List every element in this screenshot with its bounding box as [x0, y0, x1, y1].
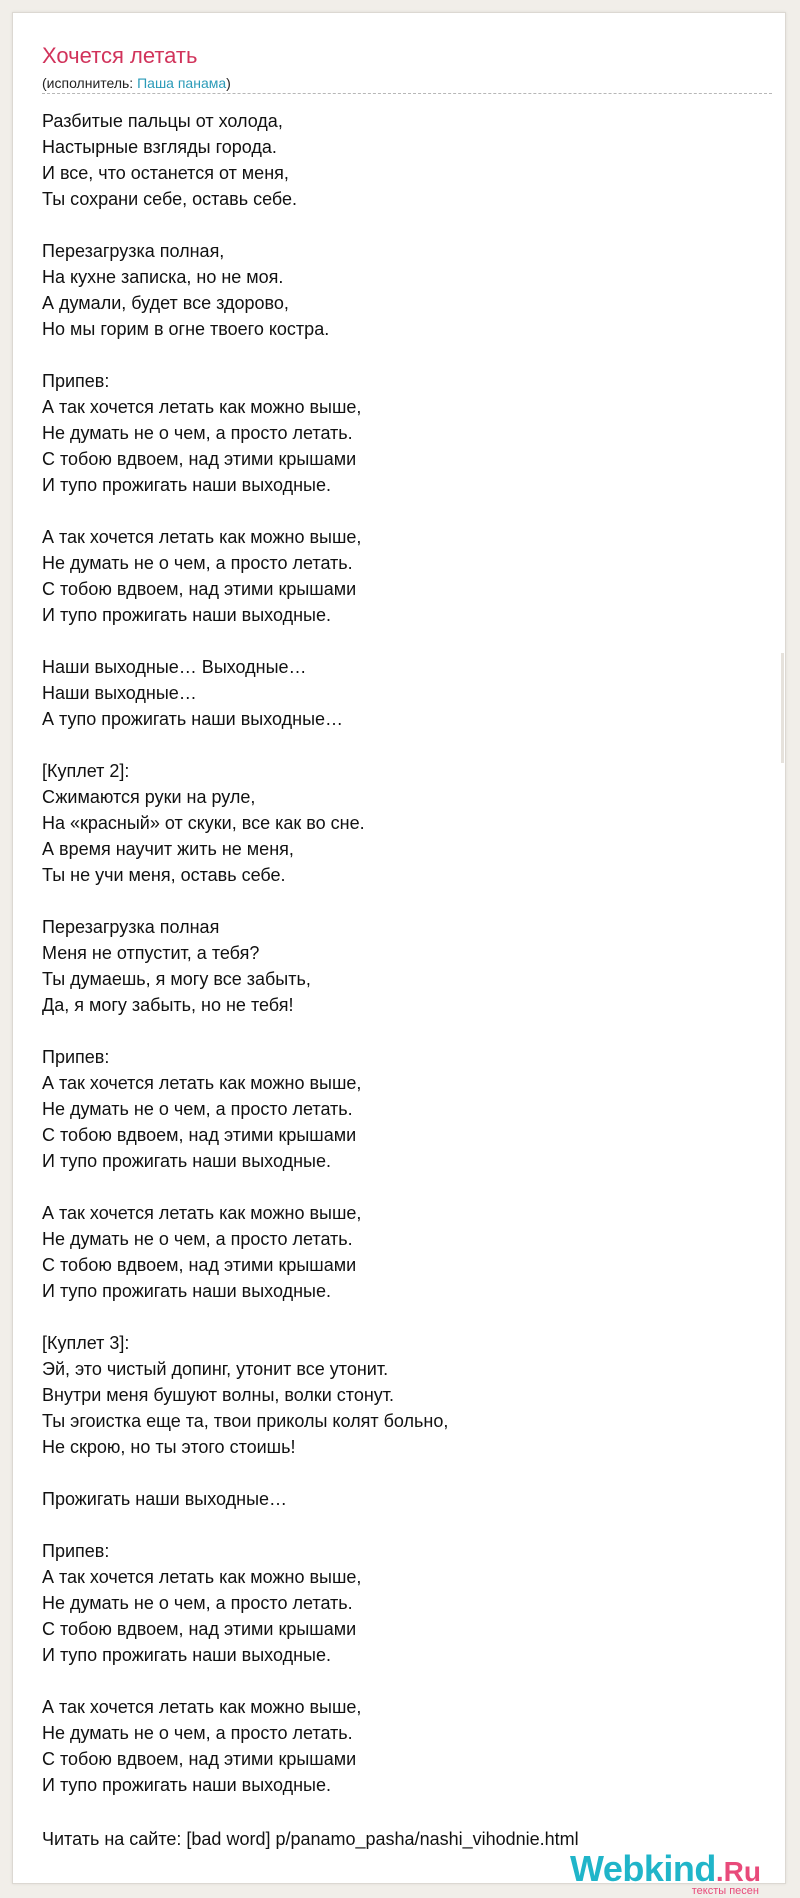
lyric-line: И все, что останется от меня, [42, 163, 289, 183]
lyric-line: Наши выходные… [42, 683, 197, 703]
stanza-gap [42, 212, 448, 238]
lyric-line: На «красный» от скуки, все как во сне. [42, 813, 365, 833]
lyric-line: Припев: [42, 371, 110, 391]
lyrics-text [42, 108, 448, 1798]
lyric-line: [Куплет 3]: [42, 1333, 130, 1353]
lyric-line: И тупо прожигать наши выходные. [42, 1645, 331, 1665]
lyric-line: Наши выходные… Выходные… [42, 657, 307, 677]
stanza-gap [42, 498, 448, 524]
lyrics-sheet [12, 12, 786, 1897]
lyric-line: Не думать не о чем, а просто летать. [42, 553, 353, 573]
lyric-line: Не думать не о чем, а просто летать. [42, 423, 353, 443]
lyric-line: И тупо прожигать наши выходные. [42, 1151, 331, 1171]
lyric-line: [Куплет 2]: [42, 761, 130, 781]
lyric-line: Эй, это чистый допинг, утонит все утонит. [42, 1359, 389, 1379]
title-divider [42, 93, 772, 94]
webkind-logo[interactable] [570, 1848, 761, 1897]
lyric-line: С тобою вдвоем, над этими крышами [42, 579, 357, 599]
lyric-line: А так хочется летать как можно выше, [42, 527, 362, 547]
lyric-line: Прожигать наши выходные… [42, 1489, 288, 1509]
stanza-gap [42, 1174, 448, 1200]
lyric-line: И тупо прожигать наши выходные. [42, 605, 331, 625]
logo-tagline: тексты песен [691, 1885, 759, 1897]
lyric-line: Не думать не о чем, а просто летать. [42, 1593, 353, 1613]
lyric-line: А думали, будет все здорово, [42, 293, 289, 313]
artist-byline [42, 75, 231, 91]
lyric-line: А так хочется летать как можно выше, [42, 1073, 362, 1093]
lyric-line: Ты думаешь, я могу все забыть, [42, 969, 311, 989]
lyric-line: На кухне записка, но не моя. [42, 267, 284, 287]
lyric-line: С тобою вдвоем, над этими крышами [42, 449, 357, 469]
lyric-line: С тобою вдвоем, над этими крышами [42, 1619, 357, 1639]
lyric-line: Ты эгоистка еще та, твои приколы колят больно, [42, 1411, 449, 1431]
stanza-gap [42, 888, 448, 914]
artist-link[interactable]: Паша панама [137, 75, 227, 91]
lyric-line: Не думать не о чем, а просто летать. [42, 1723, 353, 1743]
stanza-gap [42, 1512, 448, 1538]
lyric-line: Не думать не о чем, а просто летать. [42, 1229, 353, 1249]
lyric-line: Не скрою, но ты этого стоишь! [42, 1437, 296, 1457]
lyric-line: А так хочется летать как можно выше, [42, 1697, 362, 1717]
lyric-line: Не думать не о чем, а просто летать. [42, 1099, 353, 1119]
song-title: Хочется летать [42, 43, 198, 68]
lyric-line: И тупо прожигать наши выходные. [42, 475, 331, 495]
lyric-line: Припев: [42, 1047, 110, 1067]
stanza-gap [42, 628, 448, 654]
lyric-line: Перезагрузка полная [42, 917, 220, 937]
logo-tld: .Ru [715, 1856, 761, 1887]
lyric-line: А время научит жить не меня, [42, 839, 294, 859]
lyric-line: А так хочется летать как можно выше, [42, 1203, 362, 1223]
stanza-gap [42, 1460, 448, 1486]
lyric-line: Перезагрузка полная, [42, 241, 225, 261]
stanza-gap [42, 342, 448, 368]
logo-word: Webkind [570, 1848, 716, 1889]
byline-suffix: ) [226, 75, 231, 91]
lyric-line: Но мы горим в огне твоего костра. [42, 319, 330, 339]
lyric-line: Меня не отпустит, а тебя? [42, 943, 260, 963]
side-marker [781, 653, 784, 763]
lyric-line: Настырные взгляды города. [42, 137, 277, 157]
lyric-line: Сжимаются руки на руле, [42, 787, 256, 807]
source-link-text[interactable]: Читать на сайте: [bad word] p/panamo_pasha/nashi_vihodnie.html [42, 1829, 579, 1849]
stanza-gap [42, 1668, 448, 1694]
lyric-line: И тупо прожигать наши выходные. [42, 1281, 331, 1301]
lyric-line: А так хочется летать как можно выше, [42, 397, 362, 417]
lyric-line: Припев: [42, 1541, 110, 1561]
lyric-line: А тупо прожигать наши выходные… [42, 709, 344, 729]
lyric-line: С тобою вдвоем, над этими крышами [42, 1749, 357, 1769]
lyric-line: Да, я могу забыть, но не тебя! [42, 995, 294, 1015]
lyric-line: Ты не учи меня, оставь себе. [42, 865, 286, 885]
lyric-line: Внутри меня бушуют волны, волки стонут. [42, 1385, 395, 1405]
lyric-line: Разбитые пальцы от холода, [42, 111, 283, 131]
lyric-line: С тобою вдвоем, над этими крышами [42, 1125, 357, 1145]
stanza-gap [42, 1304, 448, 1330]
lyric-line: С тобою вдвоем, над этими крышами [42, 1255, 357, 1275]
lyric-line: А так хочется летать как можно выше, [42, 1567, 362, 1587]
stanza-gap [42, 732, 448, 758]
byline-prefix: (исполнитель: [42, 75, 138, 91]
lyric-line: Ты сохрани себе, оставь себе. [42, 189, 298, 209]
stanza-gap [42, 1018, 448, 1044]
lyric-line: И тупо прожигать наши выходные. [42, 1775, 331, 1795]
